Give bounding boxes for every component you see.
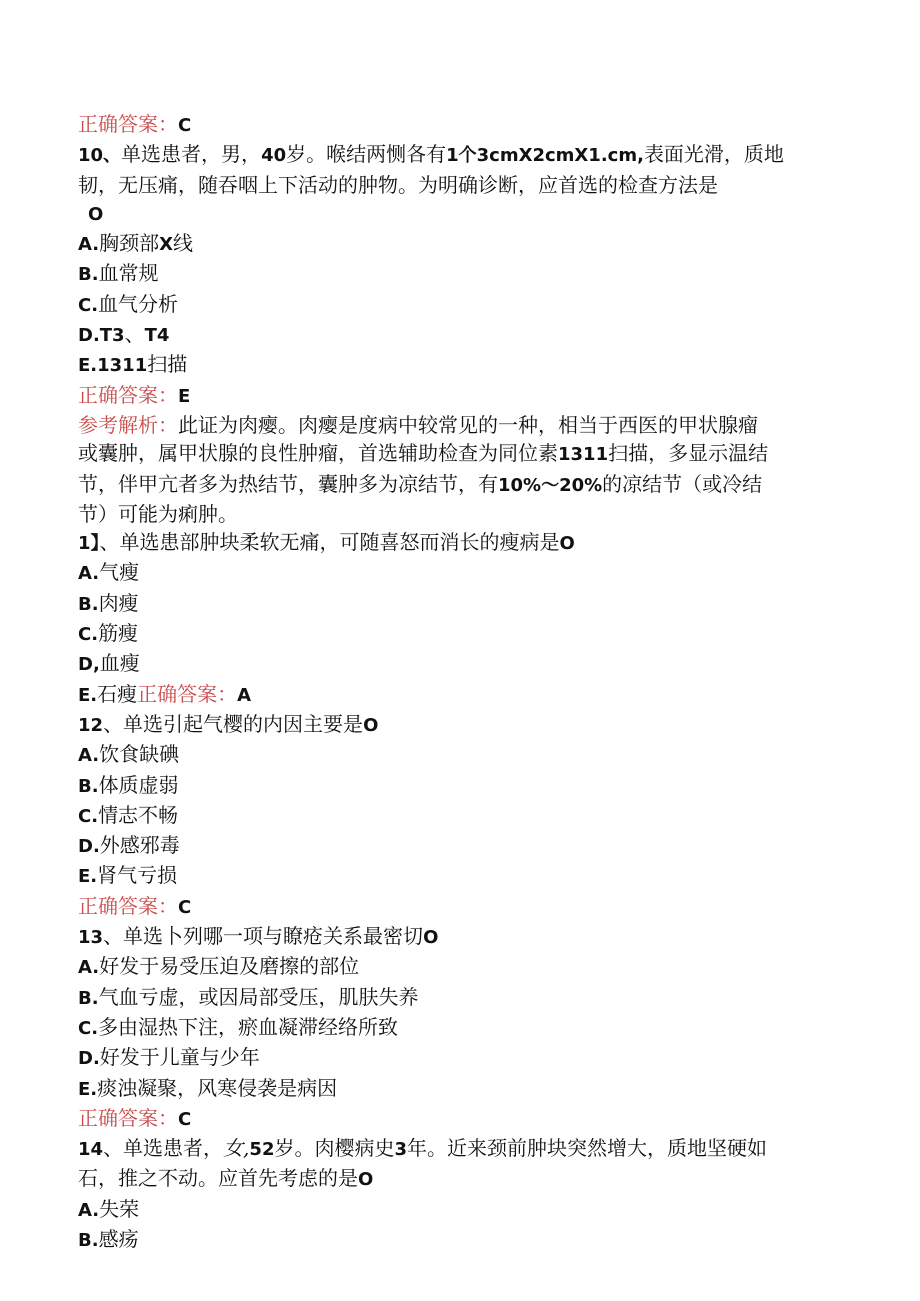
option-key: E.1311 <box>78 355 148 377</box>
option-key: A. <box>78 563 100 585</box>
option-row <box>78 1225 838 1255</box>
option-text: 血常规 <box>98 261 159 286</box>
option-row <box>78 619 838 649</box>
q14-stem-text: 岁。肉樱病史 <box>274 1136 395 1161</box>
option-text: 筋瘦 <box>98 621 139 646</box>
option-key: A. <box>78 234 100 256</box>
option-text: 饮食缺碘 <box>99 742 180 767</box>
option-row <box>78 740 838 770</box>
q10-analysis-line1 <box>78 411 838 439</box>
question-number: 14 <box>78 1139 104 1161</box>
answer-blank: O <box>358 1169 374 1191</box>
option-key: B. <box>78 775 99 797</box>
option-row <box>78 1043 838 1073</box>
option-text: 气瘦 <box>99 560 140 585</box>
option-text: 感疡 <box>98 1226 139 1251</box>
option-key: E. <box>78 866 98 888</box>
option-key: D. <box>78 836 100 858</box>
q10-stem-text: 单选患者，男， <box>121 142 262 167</box>
option-text: 体质虚弱 <box>98 772 179 797</box>
analysis-text-bold: 10%〜20% <box>498 474 603 496</box>
option-key: C. <box>78 624 99 646</box>
option-key: C. <box>78 805 99 827</box>
option-key: D, <box>78 654 100 676</box>
answer-value: C <box>178 1108 192 1130</box>
q10-stem-text: 表面光滑，质地 <box>643 142 784 167</box>
answer-blank: O <box>363 714 379 736</box>
option-key: E. <box>78 684 98 706</box>
q10-analysis-line4: 节）可能为痢肿。 <box>78 501 238 526</box>
q14-stem-text: 石，推之不动。应首先考虑的是 <box>78 1166 358 1191</box>
q14-stem-line2 <box>78 1164 838 1194</box>
option-key: D.T3 <box>78 325 125 347</box>
option-text: 石瘦 <box>97 681 138 706</box>
answer-label: 正确答案： <box>78 1105 178 1130</box>
q10-stem-line2: 韧，无压痛，随吞咽上下活动的肿物。为明确诊断，应首选的检查方法是 <box>78 172 718 197</box>
answer-label: 正确答案： <box>78 112 178 136</box>
option-text: 痰浊凝聚，风寒侵袭是病因 <box>97 1075 338 1100</box>
q10-stem-line1 <box>78 140 838 170</box>
q10-answer <box>78 381 838 411</box>
option-text: 外感邪毒 <box>99 833 180 858</box>
option-key: B. <box>78 264 99 286</box>
q10-stem-text: 岁。喉结两恻各有 <box>286 142 447 167</box>
option-text: 肉瘦 <box>98 590 139 615</box>
answer-blank: O <box>88 203 104 225</box>
option-row <box>78 1074 838 1104</box>
answer-label: 正确答案： <box>78 382 178 407</box>
option-text: 、 <box>124 322 145 347</box>
option-text: 线 <box>173 231 193 256</box>
option-row <box>78 831 838 861</box>
option-key: B. <box>78 593 99 615</box>
option-row <box>78 861 838 891</box>
option-row <box>78 259 838 289</box>
q11-stem-text: 、单选患部肿块柔软无痛，可随喜怒而消长的瘦病是 <box>99 530 560 555</box>
option-text: 肾气亏损 <box>97 863 178 888</box>
q14-stem-text: 年。近来颈前肿块突然增大，质地坚硬如 <box>407 1136 768 1161</box>
option-row <box>78 952 838 982</box>
q10-analysis-line2 <box>78 439 838 469</box>
option-row <box>78 1013 838 1043</box>
answer-value: C <box>178 115 192 136</box>
exam-page <box>78 110 838 1255</box>
option-row <box>78 1195 838 1225</box>
question-number: 1】 <box>78 533 100 555</box>
option-key: A. <box>78 957 100 979</box>
option-row <box>78 229 838 259</box>
option-row <box>78 771 838 801</box>
analysis-text: 或囊肿，属甲状腺的良性肿瘤，首选辅助检查为同位素 <box>78 441 558 466</box>
option-row <box>78 983 838 1013</box>
option-text: 扫描 <box>147 352 188 377</box>
option-text: 情志不畅 <box>98 802 179 827</box>
option-key: A. <box>78 1199 100 1221</box>
option-text-bold: X <box>159 234 173 256</box>
q13-stem <box>78 922 838 952</box>
option-row <box>78 680 838 710</box>
q9-answer <box>78 110 838 140</box>
option-row <box>78 589 838 619</box>
analysis-text: 节，伴甲亢者多为热结节，囊肿多为凉结节，有 <box>78 471 498 496</box>
q14-stem-text: 、单选患者， <box>103 1136 224 1161</box>
answer-label: 正确答案： <box>78 893 178 918</box>
analysis-text: 扫描，多显示温结 <box>608 441 769 466</box>
option-text: 好发于儿童与少年 <box>99 1045 260 1070</box>
option-row <box>78 649 838 679</box>
q12-stem-text: 、单选引起气樱的内因主要是 <box>103 711 364 736</box>
q14-years: 3 <box>394 1139 408 1161</box>
option-key: B. <box>78 987 99 1009</box>
q10-blank <box>78 199 838 229</box>
option-text: 气血亏虚，或因局部受压，肌肤失养 <box>98 984 419 1009</box>
q12-answer <box>78 892 838 922</box>
option-text: 血瘦 <box>99 651 140 676</box>
option-text: 多由湿热下注，瘀血凝滞经络所致 <box>98 1014 399 1039</box>
option-key: B. <box>78 1229 99 1251</box>
question-number: 12 <box>78 714 104 736</box>
answer-value: E <box>178 385 191 407</box>
q11-stem <box>78 528 838 558</box>
option-row <box>78 290 838 320</box>
option-key: A. <box>78 745 100 767</box>
answer-blank: O <box>423 927 439 949</box>
option-text: 好发于易受压迫及磨擦的部位 <box>99 954 360 979</box>
option-text-bold: T4 <box>144 325 170 347</box>
option-key: E. <box>78 1078 98 1100</box>
answer-label: 正确答案： <box>137 681 238 706</box>
option-row <box>78 558 838 588</box>
option-text: 胸颈部 <box>99 231 160 256</box>
option-row <box>78 350 838 380</box>
option-text: 失荣 <box>99 1196 140 1221</box>
q13-answer <box>78 1104 838 1134</box>
answer-blank: O <box>559 533 575 555</box>
q14-stem-line1 <box>78 1134 838 1164</box>
q10-age: 40 <box>261 145 287 167</box>
q12-stem <box>78 710 838 740</box>
analysis-text-bold: 1311 <box>558 444 609 466</box>
option-row <box>78 801 838 831</box>
option-row <box>78 320 838 350</box>
q10-size: 1个3cmX2cmX1.cm, <box>446 145 644 167</box>
analysis-label: 参考解析： <box>78 412 178 437</box>
question-number: 13 <box>78 927 104 949</box>
option-key: C. <box>78 1017 99 1039</box>
answer-value: A <box>237 684 252 706</box>
q10-analysis-line3 <box>78 470 838 500</box>
question-number: 10、 <box>78 145 122 167</box>
q14-age: 52 <box>249 1139 275 1161</box>
option-text: 血气分析 <box>98 291 179 316</box>
option-key: C. <box>78 294 99 316</box>
option-key: D. <box>78 1048 100 1070</box>
answer-value: C <box>178 896 192 918</box>
q14-sex: 女, <box>223 1136 250 1161</box>
q13-stem-text: 、单选卜列哪一项与瞭疮关系最密切 <box>103 924 424 949</box>
analysis-text: 的凉结节（或冷结 <box>602 471 763 496</box>
analysis-text: 此证为肉瘿。肉瘿是度病中较常见的一种，相当于西医的甲状腺瘤 <box>178 412 758 437</box>
